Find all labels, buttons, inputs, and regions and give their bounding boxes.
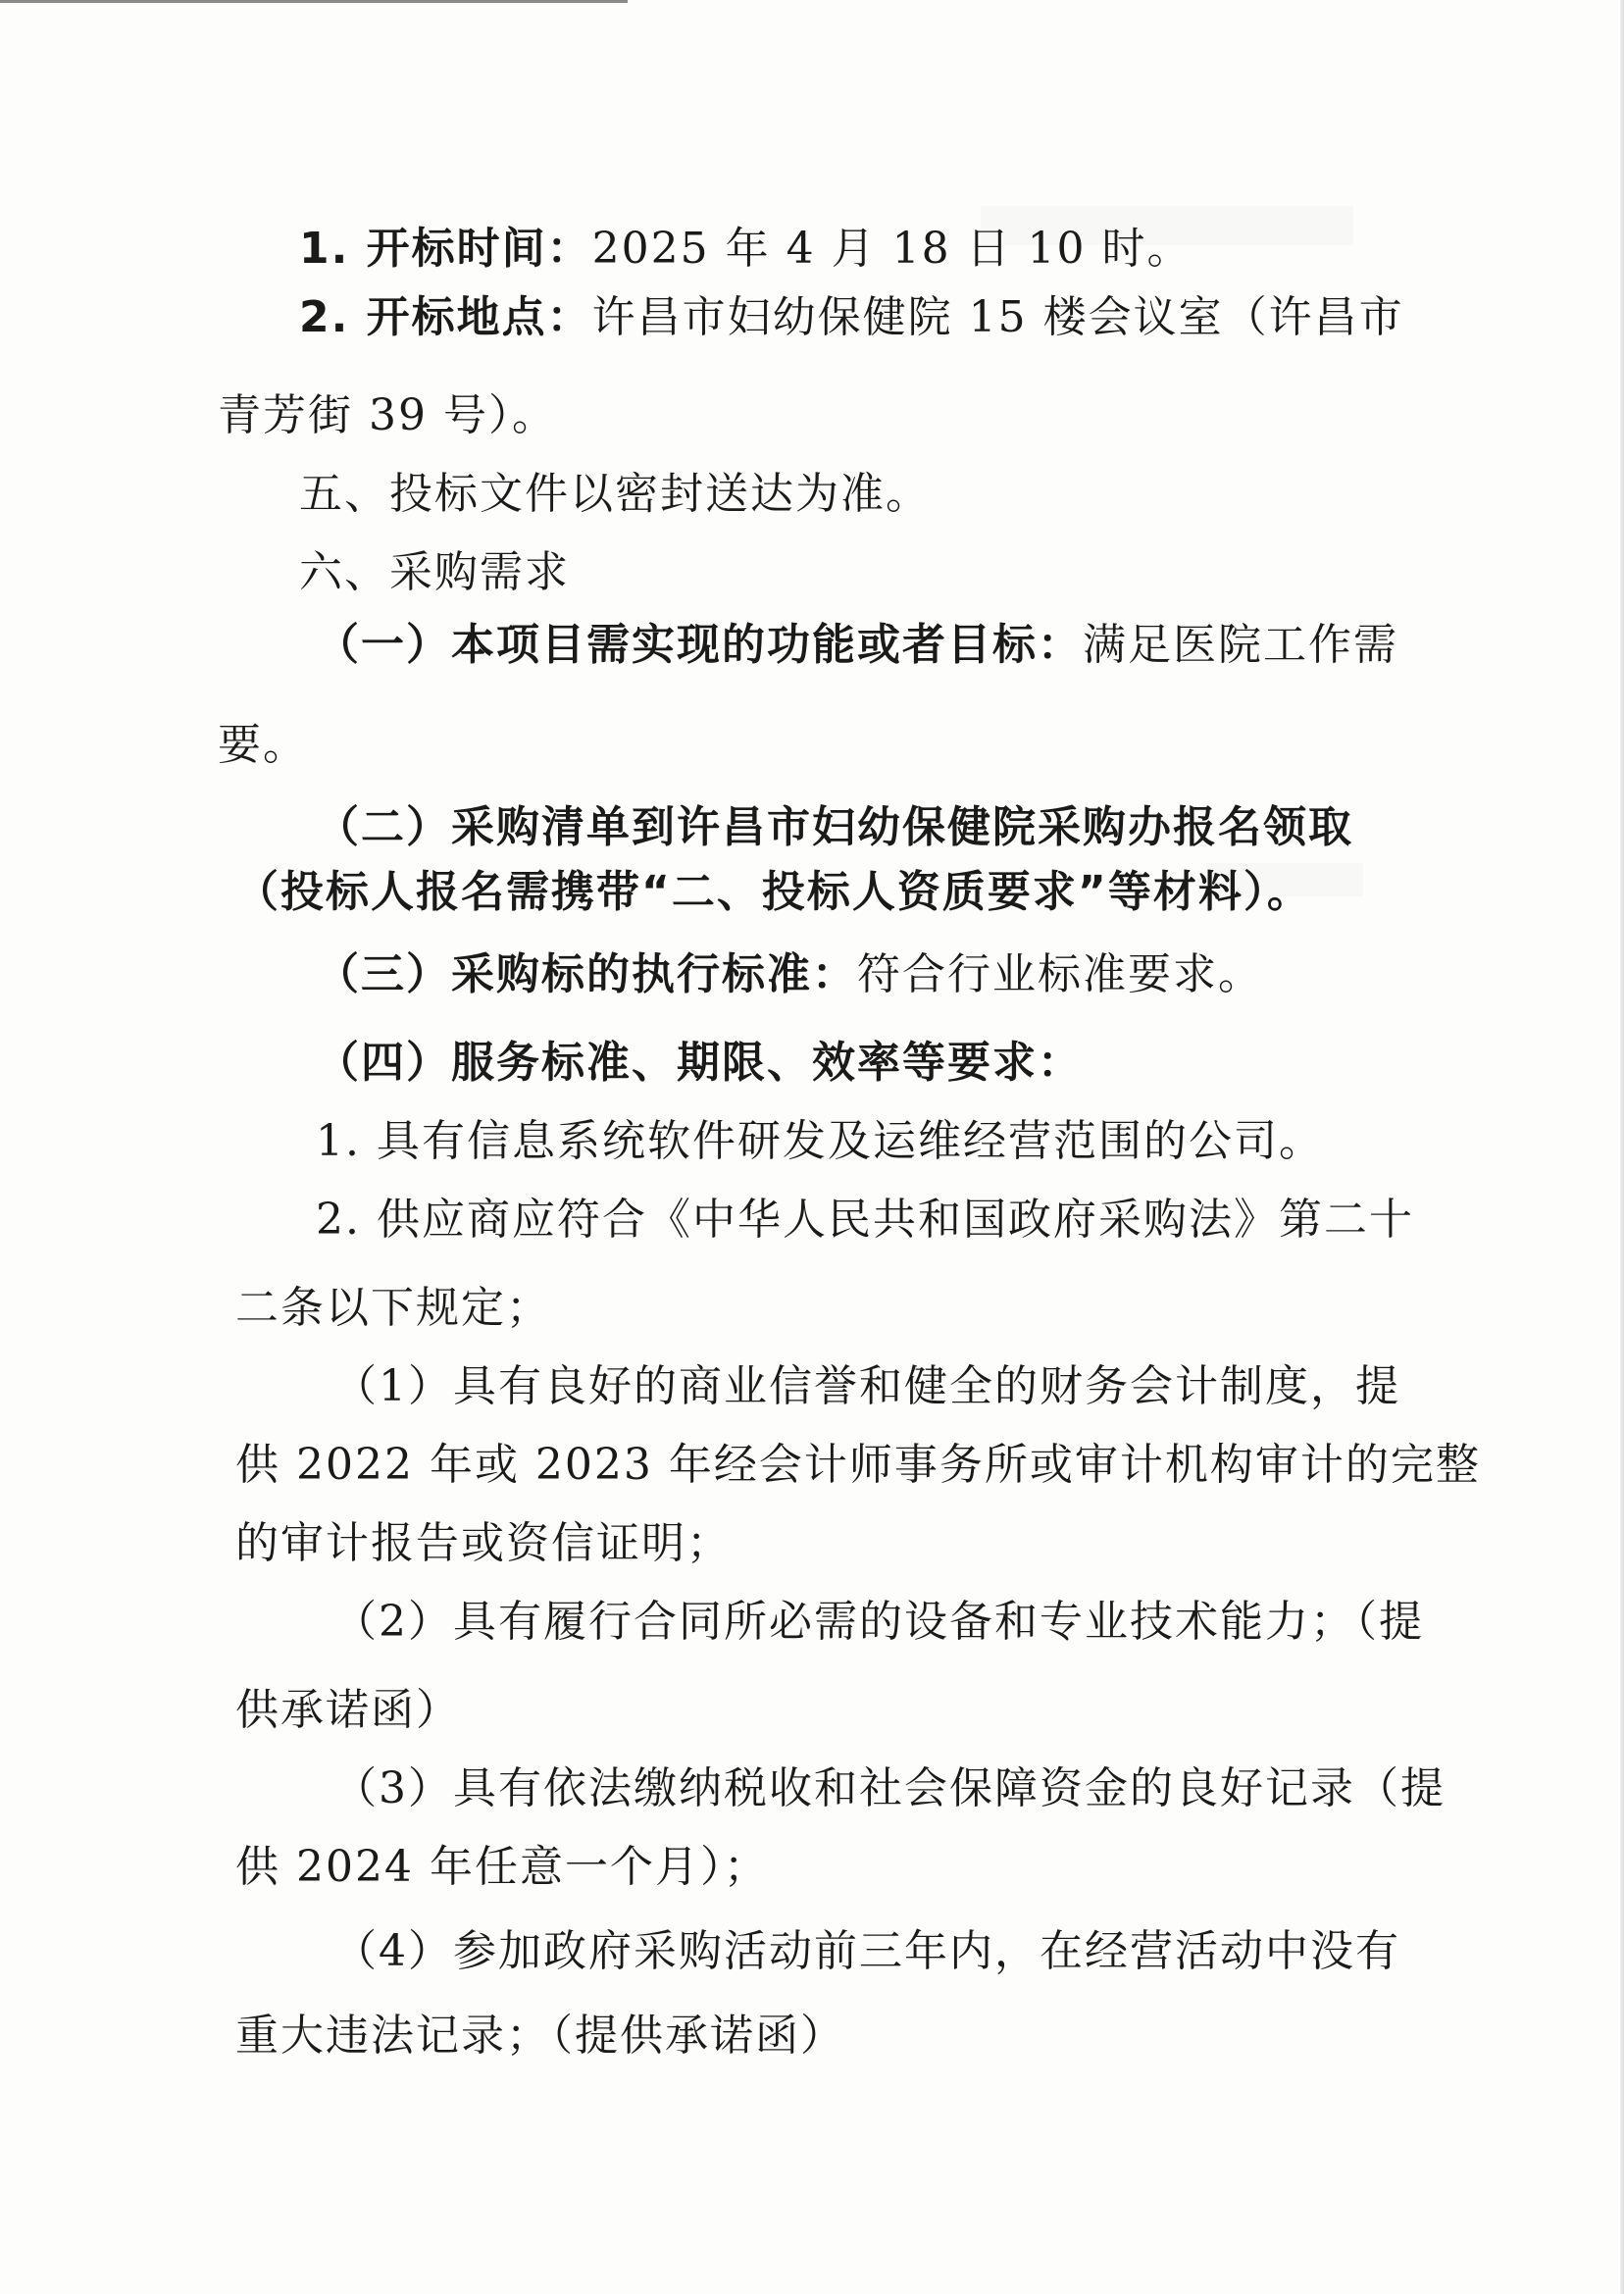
section-six-heading [299,543,570,602]
clause-3 [333,1759,1446,1818]
requirement-2-text: 2. 供应商应符合《中华人民共和国政府采购法》第二十 [316,1195,1414,1245]
requirement-1 [316,1112,1324,1171]
line-bid-opening-location [299,288,1404,347]
requirement-2-continued-text: 二条以下规定； [235,1283,551,1333]
clause-1-continued-b [235,1514,732,1573]
item-two-continued-text: （投标人报名需携带“二、投标人资质要求”等材料）。 [235,867,1312,917]
item-three-value: 符合行业标准要求。 [857,949,1263,999]
item-one-value: 满足医院工作需 [1083,620,1398,670]
item-one-continued [218,716,308,775]
value-bid-opening-location: 许昌市妇幼保健院 15 楼会议室（许昌市 [591,292,1404,342]
requirement-2-continued [235,1279,551,1338]
clause-1-continued-a-text: 供 2022 年或 2023 年经会计师事务所或审计机构审计的完整 [235,1440,1481,1490]
line-location-continued [218,386,557,445]
label-bid-opening-time: 1. 开标时间： [299,224,592,274]
clause-3-continued [235,1838,769,1897]
section-five-text: 五、投标文件以密封送达为准。 [299,469,931,519]
location-continued-text: 青芳街 39 号）。 [218,390,557,440]
line-bid-opening-time [299,220,1193,279]
item-two-text: （二）采购清单到许昌市妇幼保健院采购办报名领取 [316,802,1353,852]
label-bid-opening-location: 2. 开标地点： [299,292,592,342]
clause-1-text: （1）具有良好的商业信誉和健全的财务会计制度，提 [333,1361,1400,1411]
item-one [316,616,1398,675]
item-one-continued-text: 要。 [218,720,308,770]
clause-4-continued-text: 重大违法记录；（提供承诺函） [235,2011,845,2061]
item-three [316,945,1263,1004]
item-one-label: （一）本项目需实现的功能或者目标： [316,620,1083,670]
item-two [316,798,1353,857]
clause-3-continued-text: 供 2024 年任意一个月）； [235,1842,769,1892]
clause-4-continued [235,2007,845,2065]
clause-2-continued [235,1681,461,1740]
scan-edge-right [1620,0,1624,2294]
value-bid-opening-time: 2025 年 4 月 18 日 10 时。 [591,224,1193,274]
section-six-text: 六、采购需求 [299,547,570,597]
clause-4 [333,1922,1400,1981]
clause-2-continued-text: 供承诺函） [235,1685,461,1735]
clause-2-text: （2）具有履行合同所必需的设备和专业技术能力；（提 [333,1597,1424,1647]
scan-edge-top [0,0,628,3]
clause-3-text: （3）具有依法缴纳税收和社会保障资金的良好记录（提 [333,1763,1446,1813]
item-two-continued [235,863,1312,922]
requirement-1-text: 1. 具有信息系统软件研发及运维经营范围的公司。 [316,1116,1324,1166]
requirement-2 [316,1191,1414,1249]
clause-1-continued-a [235,1436,1481,1495]
clause-4-text: （4）参加政府采购活动前三年内，在经营活动中没有 [333,1926,1400,1976]
section-five [299,465,931,524]
clause-2 [333,1593,1424,1652]
item-three-label: （三）采购标的执行标准： [316,949,857,999]
clause-1 [333,1357,1400,1416]
clause-1-continued-b-text: 的审计报告或资信证明； [235,1518,732,1568]
item-four [316,1034,1083,1093]
item-four-text: （四）服务标准、期限、效率等要求： [316,1038,1083,1088]
